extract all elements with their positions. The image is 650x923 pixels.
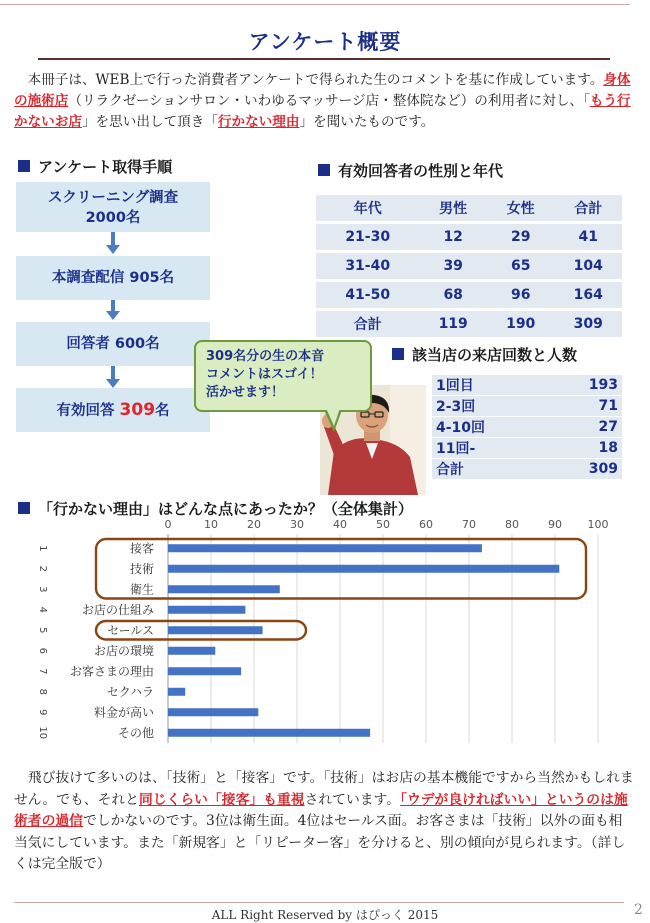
arrow-down-icon <box>106 300 120 320</box>
table-cell: 31-40 <box>316 253 419 279</box>
table-cell: 309 <box>554 311 622 337</box>
row-number-label: 2 <box>37 565 48 572</box>
x-tick-label: 80 <box>505 518 519 531</box>
table-row <box>432 438 622 458</box>
step-valid-responses <box>16 388 210 432</box>
table-cell: 21-30 <box>316 224 419 250</box>
table-cell: 12 <box>419 224 487 250</box>
title-underline <box>38 58 610 60</box>
table-cell: 29 <box>487 224 555 250</box>
table-cell: 193 <box>547 375 622 395</box>
table-cell: 18 <box>547 438 622 458</box>
visits-table <box>432 374 622 480</box>
arrow-down-icon <box>106 366 120 388</box>
table-row <box>432 459 622 479</box>
table-cell: 164 <box>554 282 622 308</box>
x-tick-label: 40 <box>333 518 347 531</box>
step-screening-count: 2000名 <box>85 210 141 226</box>
step-screening <box>16 182 210 232</box>
intro-highlight-3: 行かない理由 <box>217 114 300 130</box>
row-number-label: 8 <box>37 688 48 695</box>
table-cell: 41 <box>554 224 622 250</box>
speech-bubble <box>194 340 372 412</box>
table-cell: 309 <box>547 459 622 479</box>
conclusion-highlight-1: 同じくらい「接客」も重視 <box>139 791 305 808</box>
row-number-label: 9 <box>37 709 48 716</box>
bubble-line-3: 活かせます！ <box>206 385 285 400</box>
table-cell: 4-10回 <box>432 417 547 437</box>
conclusion-highlight-2: 「ウデが良ければいい」というのは施術者の過信 <box>14 791 628 829</box>
bottom-rule <box>14 902 624 903</box>
table-row <box>432 417 622 437</box>
bar <box>168 544 482 552</box>
table-cell: 104 <box>554 253 622 279</box>
table-header: 男性 <box>419 195 487 221</box>
x-tick-label: 70 <box>462 518 476 531</box>
step-screening-label: スクリーニング調査 <box>47 190 179 206</box>
footer-copyright: ALL Right Reserved by はぴっく 2015 <box>211 908 439 922</box>
step-valid-number: 309 <box>119 400 156 420</box>
top-rule <box>0 4 630 5</box>
intro-highlight-2: もう行かないお店 <box>14 93 631 130</box>
category-label: セールス <box>107 623 154 638</box>
intro-text-2: （リラクゼーションサロン・いわゆるマッサージ店・整体院など）の利用者に対し、「 <box>68 93 590 109</box>
x-tick-label: 60 <box>419 518 433 531</box>
category-label: お店の仕組み <box>81 602 154 617</box>
table-cell: 119 <box>419 311 487 337</box>
x-tick-label: 100 <box>587 518 609 531</box>
table-cell: 合計 <box>316 311 419 337</box>
conclusion-text-3: でしかないのです。3位は衛生面。4位はセールス面。お客さまは「技術」以外の面も相当気にしています。また「新規客」と「リピーター客」を分けると、別の傾向が見られます。（詳しくは完全版で） <box>14 813 626 872</box>
bar <box>168 667 241 675</box>
table-header: 合計 <box>554 195 622 221</box>
table-row <box>316 253 622 279</box>
procedure-heading-label: アンケート取得手順 <box>38 158 173 176</box>
bubble-line-1: 309名分の生の本音 <box>206 349 325 364</box>
table-row <box>432 396 622 416</box>
row-number-label: 7 <box>37 668 48 675</box>
conclusion-text-2: されています。 <box>304 791 401 808</box>
x-tick-label: 20 <box>247 518 261 531</box>
step-respondents: 回答者 600名 <box>16 322 210 366</box>
row-number-label: 3 <box>37 586 48 593</box>
bar <box>168 708 258 716</box>
bar <box>168 606 245 614</box>
table-row <box>316 282 622 308</box>
category-label: 料金が高い <box>93 705 154 720</box>
table-cell: 合計 <box>432 459 547 479</box>
arrow-down-icon <box>106 232 120 254</box>
bar <box>168 729 370 737</box>
table-header-row <box>316 195 622 221</box>
table-header: 女性 <box>487 195 555 221</box>
section-square-icon <box>392 348 404 360</box>
conclusion-paragraph <box>14 768 636 876</box>
bubble-tail-fill <box>326 408 340 426</box>
section-square-icon <box>318 164 330 176</box>
table-cell: 190 <box>487 311 555 337</box>
step-main-survey: 本調査配信 905名 <box>16 256 210 300</box>
table-header: 年代 <box>316 195 419 221</box>
row-number-label: 5 <box>37 627 48 634</box>
demographics-heading <box>318 160 503 181</box>
table-cell: 96 <box>487 282 555 308</box>
step-valid-prefix: 有効回答 <box>56 403 120 419</box>
intro-text-1: 本冊子は、WEB上で行った消費者アンケートで得られた生のコメントを基に作成しています。 <box>27 72 604 88</box>
bar <box>168 565 559 573</box>
table-cell: 27 <box>547 417 622 437</box>
table-row <box>316 311 622 337</box>
x-tick-label: 30 <box>290 518 304 531</box>
step-valid-suffix: 名 <box>155 403 170 419</box>
row-number-label: 10 <box>37 726 48 740</box>
table-cell: 1回目 <box>432 375 547 395</box>
table-row <box>432 375 622 395</box>
table-cell: 39 <box>419 253 487 279</box>
bubble-line-2: コメントはスゴイ！ <box>206 367 323 382</box>
table-cell: 71 <box>547 396 622 416</box>
demographics-table <box>316 192 622 340</box>
table-cell: 2-3回 <box>432 396 547 416</box>
category-label: 衛生 <box>129 582 154 597</box>
intro-text-4: 」を聞いたものです。 <box>299 114 435 130</box>
bar <box>168 688 185 696</box>
page-number: 2 <box>634 902 643 918</box>
table-cell: 68 <box>419 282 487 308</box>
bar <box>168 626 263 634</box>
bar <box>168 647 215 655</box>
row-number-label: 1 <box>37 545 48 552</box>
x-tick-label: 10 <box>204 518 218 531</box>
visits-heading <box>392 344 577 365</box>
reasons-bar-chart <box>0 512 650 762</box>
row-number-label: 4 <box>37 606 48 613</box>
visits-heading-label: 該当店の来店回数と人数 <box>412 346 578 364</box>
bar <box>168 585 280 593</box>
procedure-heading <box>18 156 172 177</box>
conclusion-text-1: 飛び抜けて多いのは、「技術」と「接客」です。「技術」はお店の基本機能ですから当然かもしれません。でも、それと <box>14 770 634 808</box>
table-cell: 41-50 <box>316 282 419 308</box>
x-tick-label: 90 <box>548 518 562 531</box>
chart-heading-label: 「行かない理由」はどんな点にあったか？（全体集計） <box>38 500 413 518</box>
row-number-label: 6 <box>37 647 48 654</box>
intro-paragraph <box>14 70 636 133</box>
category-label: 接客 <box>129 541 154 556</box>
category-label: 技術 <box>129 561 154 576</box>
category-label: お客さまの理由 <box>69 664 154 679</box>
x-tick-label: 50 <box>376 518 390 531</box>
intro-highlight-1: 身体の施術店 <box>14 72 631 109</box>
page-title: アンケート概要 <box>248 30 402 54</box>
demographics-heading-label: 有効回答者の性別と年代 <box>338 162 504 180</box>
table-row <box>316 224 622 250</box>
category-label: セクハラ <box>106 684 154 699</box>
intro-text-3: 」を思い出して頂き「 <box>81 114 218 130</box>
table-cell: 11回- <box>432 438 547 458</box>
table-cell: 65 <box>487 253 555 279</box>
category-label: お店の環境 <box>93 643 154 658</box>
x-tick-label: 0 <box>164 518 172 531</box>
section-square-icon <box>18 160 30 172</box>
category-label: その他 <box>117 725 154 740</box>
